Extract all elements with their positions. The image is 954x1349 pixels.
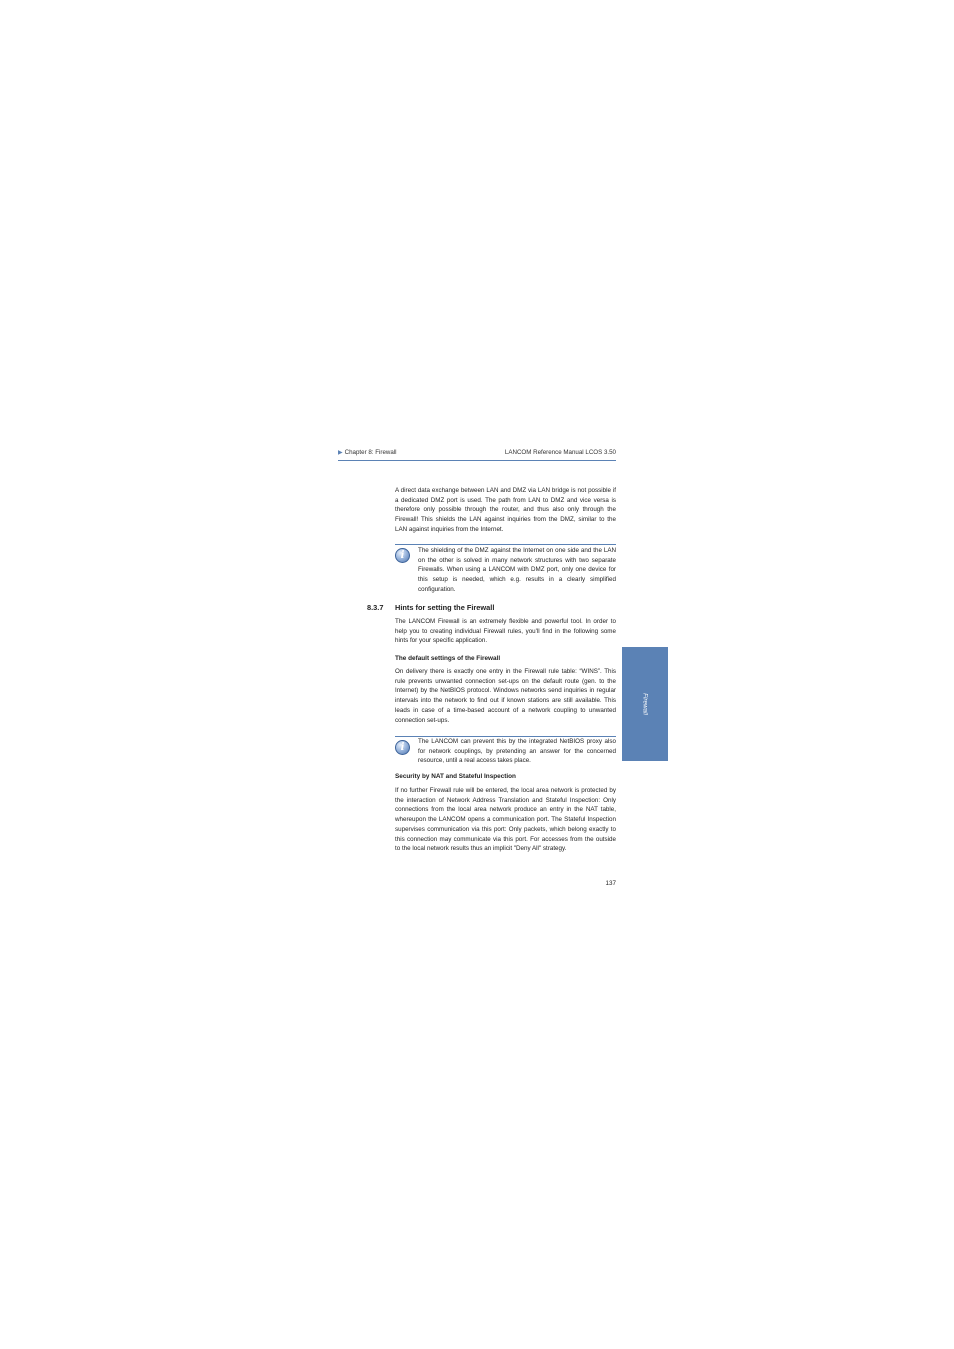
info-icon: i — [395, 740, 410, 755]
side-tab-label: Firewall — [641, 693, 649, 715]
triangle-right-icon: ▶ — [338, 450, 343, 456]
header-divider — [338, 460, 616, 461]
note-text: The shielding of the DMZ against the Internet on one side and the LAN on the other is solved in many network structures with two separate Firewalls. When using a LANCOM with DMZ port, only one device for this setup is needed, which e.g. results in a clearly simplified configuration. — [418, 547, 616, 593]
header-chapter — [338, 449, 397, 456]
header-manual-title: LANCOM Reference Manual LCOS 3.50 — [504, 449, 616, 456]
default-settings-paragraph: On delivery there is exactly one entry in the Firewall rule table: “WINS”. This rule prevents unwanted connection set-ups on the default route (gen. to the Internet) by the NetBIOS protocol. Windows networks send inquiries in regular intervals into the network to find out if known stations are still available. This leads in case of a time-based account of a network coupling to unwanted connection set-ups. — [395, 668, 616, 724]
section-number: 8.3.7 — [367, 603, 384, 612]
running-header — [338, 449, 616, 459]
section-title: Hints for setting the Firewall — [395, 603, 495, 612]
note-divider — [395, 544, 616, 545]
page-number: 137 — [605, 880, 616, 887]
subheading-default-settings: The default settings of the Firewall — [395, 655, 501, 662]
info-icon: i — [395, 548, 410, 563]
section-intro-paragraph: The LANCOM Firewall is an extremely flexible and powerful tool. In order to help you to creating individual Firewall rules, you'll find in the following some hints for your specific application. — [395, 618, 616, 645]
security-nat-paragraph: If no further Firewall rule will be entered, the local area network is protected by the interaction of Network Address Translation and Stateful Inspection: Only connections from the local area network produce an entry in the NAT table, whereupon the LANCOM opens a communication port. The Stateful Inspection supervises communication via this port: Only packets, which belong exactly to this connection may communicate via this port. For accesses from the outside to the local network results thus an implicit "Deny All" strategy. — [395, 787, 616, 853]
note-text: The LANCOM can prevent this by the integrated NetBIOS proxy also for network couplings, by pretending an answer for the concerned resource, until a real access takes place. — [418, 738, 616, 765]
intro-paragraph: A direct data exchange between LAN and DMZ via LAN bridge is not possible if a dedicated DMZ port is used. The path from LAN to DMZ and vice versa is therefore only possible through the router, and thus also only through the Firewall! This shields the LAN against inquiries from the DMZ, similar to the LAN against inquiries from the Internet. — [395, 487, 616, 533]
header-chapter-label: Chapter 8: Firewall — [344, 449, 397, 456]
chapter-side-tab — [622, 647, 668, 761]
subheading-security-nat: Security by NAT and Stateful Inspection — [395, 773, 516, 780]
